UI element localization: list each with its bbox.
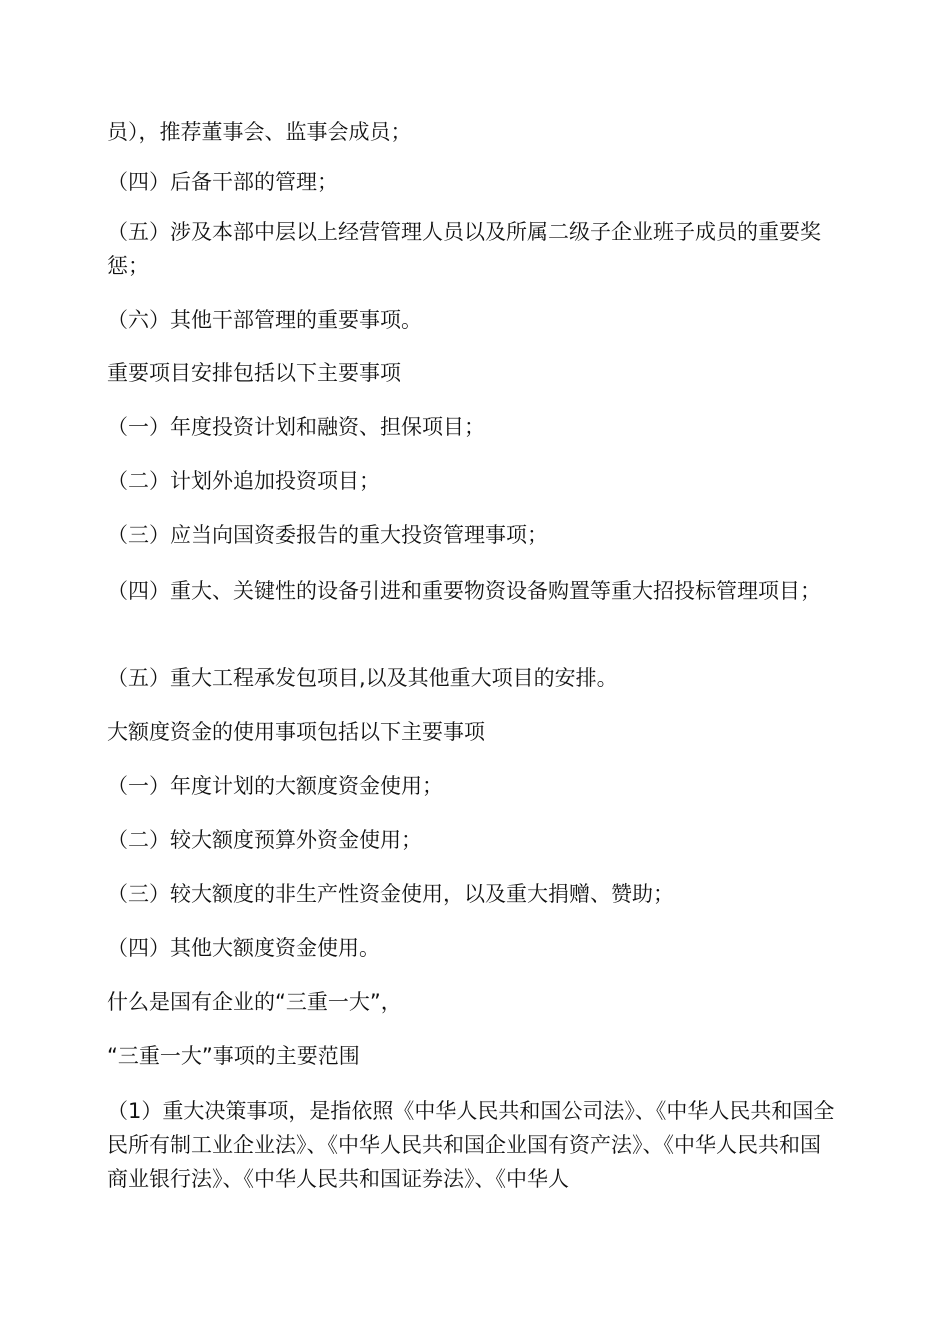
paragraph-18: （1）重大决策事项，是指依照《中华人民共和国公司法》、《中华人民共和国全民所有制工业企业法》、《中华人民共和国企业国有资产法》、《中华人民共和国商业银行法》、《中华人民共和国证券法》、《中华人 xyxy=(107,1099,835,1191)
paragraph-9: （四）重大、关键性的设备引进和重要物资设备购置等重大招投标管理项目； xyxy=(107,579,821,603)
paragraph-10: （五）重大工程承发包项目,以及其他重大项目的安排。 xyxy=(107,666,618,690)
paragraph-7: （二）计划外追加投资项目； xyxy=(107,469,380,493)
paragraph-16: 什么是国有企业的“三重一大”， xyxy=(107,990,402,1014)
paragraph-4: （六）其他干部管理的重要事项。 xyxy=(107,308,422,332)
paragraph-12: （一）年度计划的大额度资金使用； xyxy=(107,774,443,798)
paragraph-6: （一）年度投资计划和融资、担保项目； xyxy=(107,415,485,439)
paragraph-15: （四）其他大额度资金使用。 xyxy=(107,936,380,960)
paragraph-1: 员），推荐董事会、监事会成员； xyxy=(107,120,412,144)
paragraph-2: （四）后备干部的管理； xyxy=(107,170,338,194)
paragraph-11: 大额度资金的使用事项包括以下主要事项 xyxy=(107,720,485,744)
paragraph-3: （五）涉及本部中层以上经营管理人员以及所属二级子企业班子成员的重要奖惩； xyxy=(107,220,821,278)
paragraph-5: 重要项目安排包括以下主要事项 xyxy=(107,361,401,385)
paragraph-17: “三重一大”事项的主要范围 xyxy=(107,1044,360,1068)
paragraph-13: （二）较大额度预算外资金使用； xyxy=(107,828,422,852)
paragraph-8: （三）应当向国资委报告的重大投资管理事项； xyxy=(107,523,548,547)
paragraph-14: （三）较大额度的非生产性资金使用，以及重大捐赠、赞助； xyxy=(107,882,674,906)
